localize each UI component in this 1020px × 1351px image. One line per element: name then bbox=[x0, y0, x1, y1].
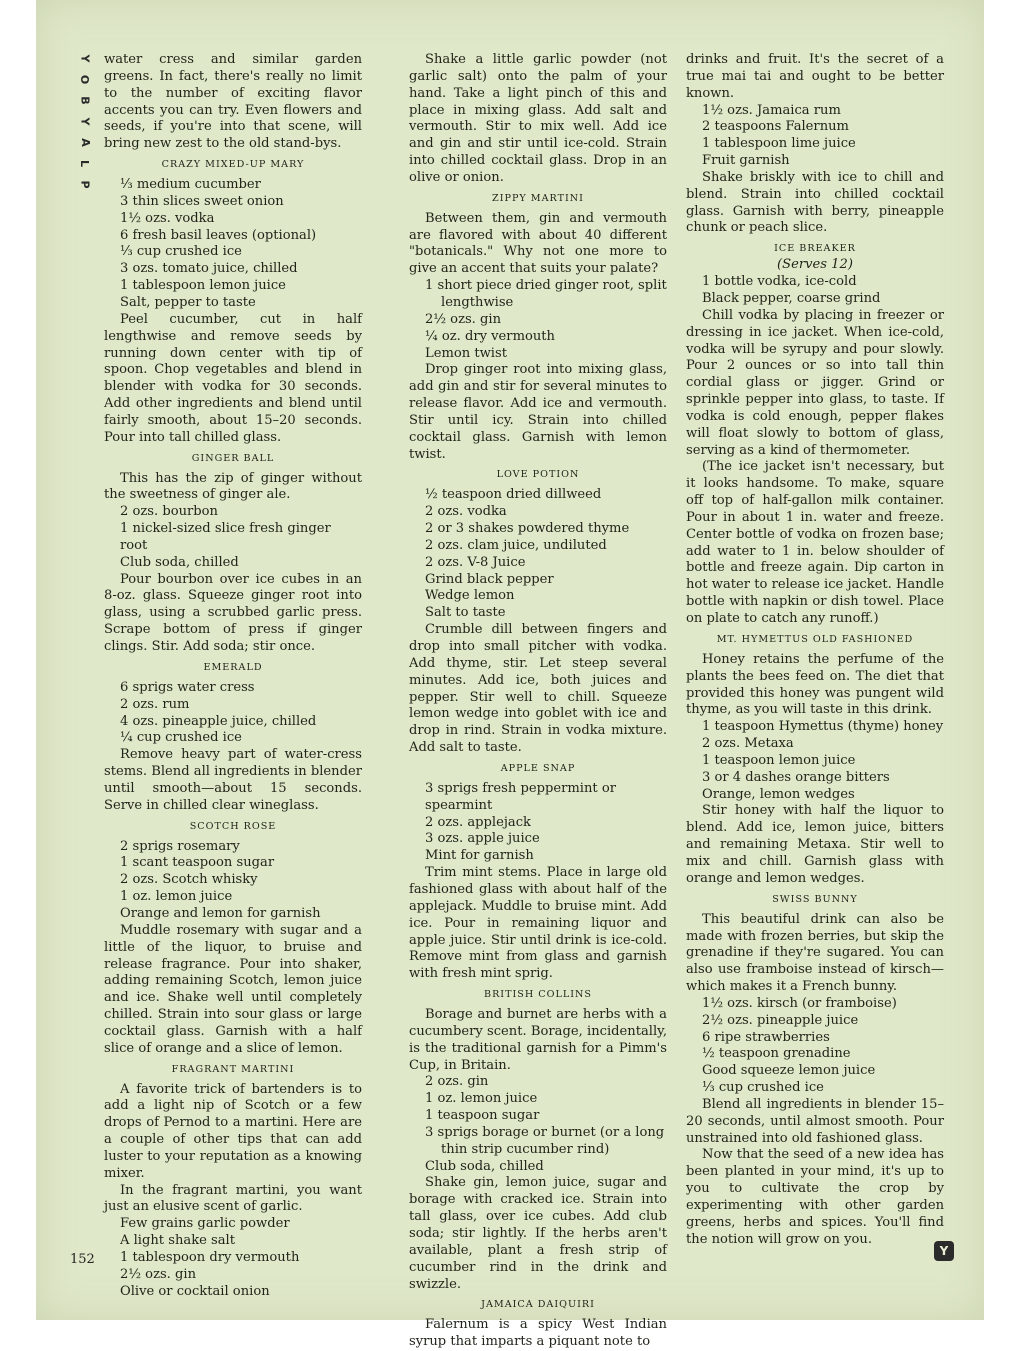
ingredient: 1 teaspoon sugar bbox=[425, 1108, 540, 1124]
ingredient: Orange and lemon for garnish bbox=[120, 905, 321, 921]
ingredient: Black pepper, coarse grind bbox=[702, 290, 881, 306]
recipe-intro: drinks and fruit. It's the secret of a true mai tai and ought to be better known. bbox=[686, 52, 944, 101]
recipe-title: ICE BREAKER bbox=[774, 243, 856, 255]
ingredient: 6 ripe strawberries bbox=[702, 1029, 830, 1045]
ingredient: 3 sprigs borage or burnet (or a long thin strip cucumber rind) bbox=[425, 1124, 665, 1157]
recipe-intro: This beautiful drink can also be made with frozen berries, but skip the grenadine if they're sugared. You can also use framboise instead of kirsch—which makes it a French bunny. bbox=[686, 911, 944, 995]
ingredient: A light shake salt bbox=[120, 1233, 236, 1249]
recipe-title: SWISS BUNNY bbox=[772, 893, 858, 905]
ingredient: Salt, pepper to taste bbox=[120, 294, 256, 310]
ingredient: 1½ ozs. vodka bbox=[120, 210, 215, 226]
ingredient: 2 ozs. vodka bbox=[425, 504, 507, 520]
recipe-title: SCOTCH ROSE bbox=[189, 820, 277, 832]
ingredient-list bbox=[104, 839, 362, 923]
ingredient-list bbox=[104, 504, 362, 571]
ingredient: 1 oz. lemon juice bbox=[425, 1091, 538, 1107]
recipe-intro: Between them, gin and vermouth are flavored with about 40 different "botanicals." Why not one more to give an accent that suits your palate? bbox=[409, 210, 667, 277]
ingredient: ½ teaspoon grenadine bbox=[702, 1046, 851, 1062]
recipe-method: Shake a little garlic powder (not garlic salt) onto the palm of your hand. Take a light pinch of this and place in mixing glass. Add salt and vermouth. Stir to mix well. Add ice and gin and stir until ice-cold. Strain into chilled cocktail glass. Drop in an olive or onion. bbox=[409, 52, 667, 185]
recipe-title: MT. HYMETTUS OLD FASHIONED bbox=[716, 633, 914, 645]
recipe-method: Stir honey with half the liquor to blend. Add ice, lemon juice, bitters and remaining Metaxa. Stir well to mix and chill. Garnish glass with orange and lemon wedges. bbox=[686, 803, 944, 886]
recipe-title: LOVE POTION bbox=[496, 469, 580, 481]
ingredient: 3 ozs. apple juice bbox=[425, 831, 540, 847]
masthead-letter: L bbox=[78, 159, 92, 168]
ingredient: 2 sprigs rosemary bbox=[120, 838, 240, 854]
recipe-intro: Borage and burnet are herbs with a cucumbery scent. Borage, incidentally, is the traditional garnish for a Pimm's Cup, in Britain. bbox=[409, 1007, 667, 1073]
ingredient: Salt to taste bbox=[425, 605, 506, 621]
ingredient-list bbox=[686, 719, 944, 803]
recipe-title: ZIPPY MARTINI bbox=[492, 192, 584, 204]
ingredient: 1 tablespoon lemon juice bbox=[120, 278, 286, 294]
ingredient: 2½ ozs. pineapple juice bbox=[702, 1012, 859, 1028]
ingredient: Olive or cocktail onion bbox=[120, 1283, 270, 1299]
recipe-method: Shake gin, lemon juice, sugar and borage with cracked ice. Strain into tall glass, over ice cubes. Add club soda; stir lightly. If the herbs aren't available, plant a fresh strip of cucumber rind in the drink and swizzle. bbox=[409, 1175, 667, 1292]
ingredient: 2½ ozs. gin bbox=[120, 1266, 197, 1282]
ingredient: 2 ozs. applejack bbox=[425, 814, 531, 830]
masthead-letter: Y bbox=[78, 117, 92, 126]
ingredient: 1½ ozs. kirsch (or framboise) bbox=[702, 995, 897, 1011]
ingredient: 2 ozs. rum bbox=[120, 696, 190, 712]
ingredient: 2 ozs. bourbon bbox=[120, 504, 218, 520]
recipe-method: Drop ginger root into mixing glass, add gin and stir for several minutes to release flavor. Add ice and vermouth. Stir until icy. Strain into chilled cocktail glass. Garnish with lemon twist. bbox=[409, 362, 667, 462]
ingredient: 6 sprigs water cress bbox=[120, 679, 255, 695]
page-number: 152 bbox=[70, 1252, 95, 1267]
ingredient: 1 teaspoon Hymettus (thyme) honey bbox=[702, 719, 944, 735]
ingredient-list bbox=[409, 1074, 667, 1175]
intro-paragraph: water cress and similar garden greens. In fact, there's really no limit to the number of exciting flavor accents you can try. Even flowers and seeds, if you're into that scene, will bring new zest to the old stand-bys. bbox=[104, 52, 362, 152]
ingredient: ¼ cup crushed ice bbox=[120, 730, 242, 746]
recipe-intro: This has the zip of ginger without the sweetness of ginger ale. bbox=[104, 470, 362, 503]
magazine-page bbox=[36, 0, 984, 1350]
column-1 bbox=[104, 52, 362, 1301]
masthead-letter: O bbox=[78, 74, 92, 85]
ingredient: Orange, lemon wedges bbox=[702, 786, 855, 802]
recipe-intro: A favorite trick of bartenders is to add a light nip of Scotch or a few drops of Pernod to a martini. Here are a couple of other tips that can add luster to your reputation as a knowing mixer. bbox=[104, 1081, 362, 1181]
masthead-letter: Y bbox=[78, 54, 92, 63]
ingredient: 1 short piece dried ginger root, split lengthwise bbox=[425, 278, 667, 310]
ingredient: 3 sprigs fresh peppermint or spearmint bbox=[425, 780, 616, 813]
ingredient: Lemon twist bbox=[425, 345, 507, 361]
ingredient: 1 nickel-sized slice fresh ginger root bbox=[120, 521, 331, 553]
ingredient: 2 ozs. gin bbox=[425, 1074, 489, 1090]
ingredient: 2 or 3 shakes powdered thyme bbox=[425, 521, 630, 537]
ingredient: Club soda, chilled bbox=[120, 554, 239, 570]
masthead-letter: P bbox=[78, 180, 92, 189]
recipe-title: GINGER BALL bbox=[191, 452, 275, 464]
ingredient-list bbox=[104, 1216, 362, 1300]
recipe-title: CRAZY MIXED-UP MARY bbox=[161, 159, 305, 171]
ingredient: 1 tablespoon dry vermouth bbox=[120, 1250, 300, 1265]
ingredient-list bbox=[409, 278, 667, 362]
ingredient: 1 tablespoon lime juice bbox=[702, 136, 856, 152]
ingredient-list bbox=[104, 680, 362, 747]
ingredient: Fruit garnish bbox=[702, 153, 790, 169]
recipe-method: Shake briskly with ice to chill and blend. Strain into chilled cocktail glass. Garnish with berry, pineapple chunk or peach slice. bbox=[686, 169, 944, 236]
ingredient: ⅓ cup crushed ice bbox=[120, 244, 242, 260]
ingredient-list bbox=[686, 103, 944, 170]
ingredient: 4 ozs. pineapple juice, chilled bbox=[120, 713, 317, 729]
recipe-method: Remove heavy part of water-cress stems. Blend all ingredients in blender until smooth—about 15 seconds. Serve in chilled clear wineglass. bbox=[104, 747, 362, 813]
recipe-intro: Honey retains the perfume of the plants the bees feed on. The diet that provided this honey was pungent wild thyme, as you will taste in this drink. bbox=[686, 651, 944, 718]
ingredient: Mint for garnish bbox=[425, 848, 534, 864]
ingredient: 1 scant teaspoon sugar bbox=[120, 855, 275, 871]
ingredient: 3 ozs. tomato juice, chilled bbox=[120, 261, 298, 277]
recipe-serves: (Serves 12) bbox=[777, 257, 853, 273]
recipe-method: Trim mint stems. Place in large old fashioned glass with about half of the applejack. Muddle to bruise mint. Add ice. Pour in remaining liquor and apple juice. Stir until drink is ice-cold. Remove mint from glass and garnish with fresh mint sprig. bbox=[409, 865, 667, 982]
recipe-title: JAMAICA DAIQUIRI bbox=[481, 1299, 595, 1311]
ingredient: 3 thin slices sweet onion bbox=[120, 193, 284, 209]
column-2 bbox=[409, 52, 667, 1351]
ingredient: Good squeeze lemon juice bbox=[702, 1063, 876, 1079]
ingredient: Wedge lemon bbox=[425, 588, 515, 604]
recipe-method: Crumble dill between fingers and drop into small pitcher with vodka. Add thyme, stir. Let steep several minutes. Add ice, both juices and pepper. Stir well to chill. Squeeze lemon wedge into goblet with ice and drop in rind. Strain in vodka mixture. Add salt to taste. bbox=[409, 622, 667, 756]
recipe-intro: In the fragrant martini, you want just an elusive scent of garlic. bbox=[104, 1182, 362, 1215]
recipe-method: Pour bourbon over ice cubes in an 8-oz. glass. Squeeze ginger root into glass, using a scrubbed garlic press. Scrape bottom of press if ginger clings. Stir. Add soda; stir once. bbox=[104, 571, 362, 654]
recipe-method: Peel cucumber, cut in half lengthwise and remove seeds by running down center with tip of spoon. Chop vegetables and blend in blender with vodka for 30 seconds. Add other ingredients and blend until fairly smooth, about 15–20 seconds. Pour into tall chilled glass. bbox=[104, 311, 362, 445]
ingredient: ½ teaspoon dried dillweed bbox=[425, 487, 602, 503]
recipe-title: BRITISH COLLINS bbox=[484, 989, 592, 1001]
ingredient-list bbox=[409, 781, 667, 865]
column-3 bbox=[686, 52, 944, 1249]
ingredient: 2 teaspoons Falernum bbox=[702, 119, 849, 135]
ingredient-list bbox=[686, 996, 944, 1097]
bunny-end-mark-icon: Y bbox=[934, 1241, 954, 1261]
masthead-letter: A bbox=[78, 138, 92, 147]
ingredient-list bbox=[104, 177, 362, 312]
closing-paragraph: Now that the seed of a new idea has been planted in your mind, it's up to you to cultivate the crop by experimenting with other garden greens, herbs and spices. You'll find the notion will grow on you. bbox=[686, 1147, 944, 1247]
ingredient: 1 oz. lemon juice bbox=[120, 889, 233, 905]
ingredient: ⅓ medium cucumber bbox=[120, 177, 261, 193]
ingredient: 2½ ozs. gin bbox=[425, 311, 502, 327]
ingredient: Grind black pepper bbox=[425, 571, 554, 587]
ingredient-list bbox=[686, 274, 944, 308]
recipe-method: Chill vodka by placing in freezer or dressing in ice jacket. When ice-cold, vodka will be syrupy and pour slowly. Pour 2 ounces or so into tall thin cordial glass or jigger. Grind or sprinkle pepper into glass, to taste. If vodka is cold enough, pepper flakes will float slowly to bottom of glass, serving as a kind of thermometer. bbox=[686, 307, 944, 458]
ingredient: 2 ozs. Metaxa bbox=[702, 736, 794, 752]
ingredient: Few grains garlic powder bbox=[120, 1216, 290, 1232]
masthead-letter: B bbox=[78, 96, 92, 105]
ingredient: 2 ozs. clam juice, undiluted bbox=[425, 537, 607, 553]
ingredient: 1 teaspoon lemon juice bbox=[702, 752, 856, 768]
recipe-title: FRAGRANT MARTINI bbox=[171, 1063, 295, 1075]
masthead-playboy bbox=[78, 48, 92, 195]
ingredient: 2 ozs. Scotch whisky bbox=[120, 872, 258, 888]
ingredient: ¼ oz. dry vermouth bbox=[425, 328, 555, 344]
ingredient: 6 fresh basil leaves (optional) bbox=[120, 227, 317, 243]
recipe-note: (The ice jacket isn't necessary, but it looks handsome. To make, square off top of half-gallon milk container. Pour in about 1 in. water and freeze. Center bottle of vodka on frozen base; add water to 1 in. below shoulder of bottle and freeze again. Dip carton in hot water to release ice jacket. Handle bottle with napkin or dish towel. Place on plate to catch any runoff.) bbox=[686, 459, 944, 626]
recipe-title: APPLE SNAP bbox=[500, 762, 576, 774]
ingredient: 1½ ozs. Jamaica rum bbox=[702, 102, 841, 118]
recipe-method: Blend all ingredients in blender 15–20 seconds, until almost smooth. Pour unstrained into old fashioned glass. bbox=[686, 1096, 944, 1146]
ingredient-list bbox=[409, 487, 667, 622]
recipe-method: Muddle rosemary with sugar and a little of the liquor, to bruise and release fragrance. Pour into shaker, adding remaining Scotch, lemon juice and ice. Shake well until completely chilled. Strain into sour glass or large cocktail glass. Garnish with a half slice of orange and a slice of lemon. bbox=[104, 922, 362, 1056]
recipe-title: EMERALD bbox=[203, 661, 263, 673]
ingredient: ⅓ cup crushed ice bbox=[702, 1080, 824, 1096]
ingredient: 3 or 4 dashes orange bitters bbox=[702, 769, 890, 785]
ingredient: Club soda, chilled bbox=[425, 1158, 544, 1174]
ingredient: 1 bottle vodka, ice-cold bbox=[702, 274, 857, 290]
recipe-intro: Falernum is a spicy West Indian syrup that imparts a piquant note to bbox=[409, 1317, 667, 1350]
ingredient: 2 ozs. V-8 Juice bbox=[425, 554, 526, 570]
